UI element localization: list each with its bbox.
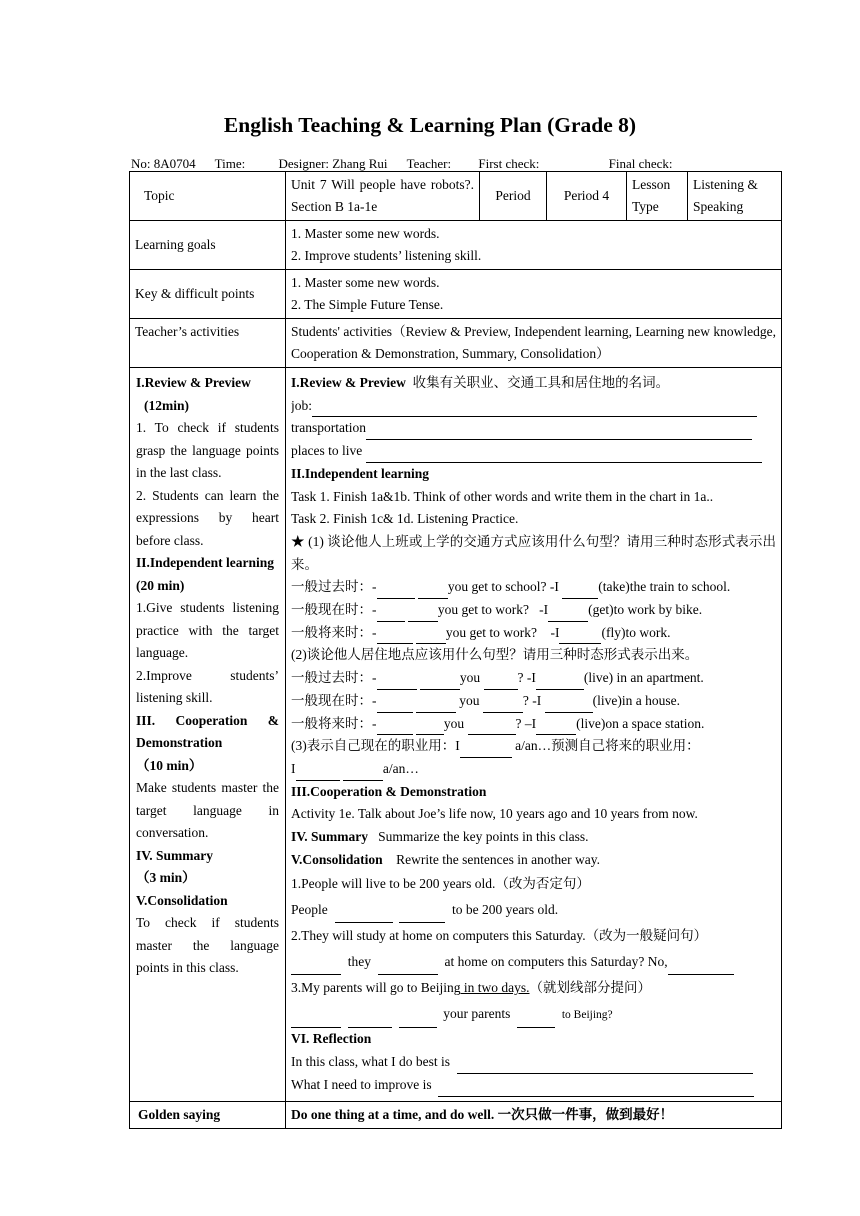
task-1: Task 1. Finish 1a&1b. Think of other words and write them in the chart in 1a.. — [291, 488, 714, 504]
lesson-type-value: Listening & Speaking — [688, 172, 782, 221]
job-label: job: — [291, 397, 313, 413]
blank[interactable] — [291, 958, 341, 975]
right-summary-text: Summarize the key points in this class. — [378, 829, 589, 845]
blank[interactable] — [408, 605, 438, 622]
teacher-activities-header: Teacher’s activities — [130, 319, 286, 368]
sentence-part: ? -I — [522, 692, 542, 708]
meta-final-check: Final check: — [608, 156, 673, 171]
sentence-part: a/an… — [382, 760, 419, 776]
sentence-part: you get to work? — [437, 602, 529, 618]
student-activities-header: Students' activities（Review & Preview, Independent learning, Learning new knowledge, Cooperation & Demonstration, Summary, Consolidation） — [286, 319, 782, 368]
places-blank[interactable] — [366, 446, 762, 463]
sentence-part: I — [291, 760, 296, 776]
period-label: Period — [480, 172, 547, 221]
sentence-part: (fly)to work. — [601, 624, 671, 640]
meta-number: No: 8A0704 — [131, 156, 196, 171]
left-review-title: I.Review & Preview — [136, 375, 251, 390]
activities-row — [130, 368, 782, 1102]
tense-future: 一般将来时： — [291, 624, 372, 640]
sentence-part: People — [291, 902, 328, 918]
left-consolidation-text: To check if students master the language points in this class. — [136, 915, 279, 975]
left-summary-title: IV. Summary — [136, 847, 214, 863]
blank[interactable] — [416, 627, 446, 644]
sentence-part: to Beijing? — [561, 1009, 613, 1022]
goal-item: 1. Master some new words. — [291, 226, 440, 241]
blank[interactable] — [377, 696, 413, 713]
left-review-text2: 2. Students can learn the expressions by heart before class. — [136, 487, 279, 548]
right-reflection-title: VI. Reflection — [291, 1031, 372, 1047]
sentence-part: (live)on a space station. — [576, 715, 705, 731]
meta-first-check: First check: — [478, 156, 540, 171]
goals-content — [286, 221, 782, 270]
activities-header-row — [130, 319, 782, 368]
reflection-2-blank[interactable] — [438, 1080, 754, 1097]
sentence-part: at home on computers this Saturday? No, — [444, 954, 668, 970]
blank[interactable] — [348, 1011, 392, 1028]
question-2: (2)谈论他人居住地点应该用什么句型？请用三种时态形式表示出来。 — [291, 647, 699, 663]
sentence-part: (get)to work by bike. — [588, 602, 703, 618]
blank[interactable] — [343, 764, 383, 781]
sentence-part: you — [443, 715, 465, 731]
blank[interactable] — [377, 718, 413, 735]
consolidation-1: 1.People will live to be 200 years old.（改为否定句） — [291, 876, 590, 892]
tense-past: 一般过去时： — [291, 579, 372, 595]
blank[interactable] — [468, 718, 516, 735]
transportation-blank[interactable] — [366, 423, 752, 440]
blank[interactable] — [399, 1011, 437, 1028]
blank[interactable] — [483, 696, 523, 713]
blank[interactable] — [416, 718, 444, 735]
blank[interactable] — [296, 764, 340, 781]
sentence-part: (take)the train to school. — [598, 579, 731, 595]
goals-label: Learning goals — [130, 221, 286, 270]
blank[interactable] — [559, 627, 601, 644]
consolidation-2: 2.They will study at home on computers this Saturday.（改为一般疑问句） — [291, 928, 708, 944]
blank[interactable] — [545, 696, 593, 713]
sentence-part: you get to work? — [445, 624, 537, 640]
key-point-item: 1. Master some new words. — [291, 275, 440, 290]
left-independent-time: (20 min) — [136, 577, 185, 593]
sentence-part: ? –I — [515, 715, 537, 731]
sentence-part: you — [459, 670, 481, 686]
goal-item: 2. Improve students’ listening skill. — [291, 248, 482, 263]
left-cooperation-text: Make students master the target language in conversation. — [136, 780, 279, 840]
golden-row — [130, 1101, 782, 1128]
tense-present: 一般现在时： — [291, 692, 372, 708]
right-consolidation-title: V.Consolidation — [291, 851, 383, 867]
consolidation-3: 3.My parents will go to Beijing — [291, 980, 461, 996]
blank[interactable] — [335, 906, 393, 923]
lesson-type-label: Lesson Type — [627, 172, 688, 221]
places-label: places to live — [291, 443, 363, 459]
transportation-label: transportation — [291, 420, 366, 436]
sentence-part: (live)in a house. — [592, 692, 680, 708]
right-cooperation-title: III.Cooperation & Demonstration — [291, 783, 487, 799]
job-blank[interactable] — [312, 400, 757, 417]
meta-time: Time: — [214, 156, 246, 171]
blank[interactable] — [536, 673, 584, 690]
blank[interactable] — [399, 906, 445, 923]
teacher-activities — [130, 368, 286, 1102]
topic-row — [130, 172, 782, 221]
left-independent-text2: 2.Improve students’ listening skill. — [136, 667, 279, 705]
left-independent-title: II.Independent learning — [136, 555, 275, 570]
left-review-text1: 1. To check if students grasp the language points in the last class. — [136, 420, 279, 480]
right-review-title: I.Review & Preview — [291, 375, 406, 390]
student-activities: I.Review & Preview 收集有关职业、交通工具和居住地的名词。 job: transportation places to live II.Independent learning Task 1. Finish 1a&1b. Think of other words and write them in the chart in 1a.. Task 2. Finish 1c& 1d. Listening Practice. ★ (1) 谈论他人上班或上学的交通方式应该用什么句型？请用三种时态形式表示出来。 一般过去时：- you get to school? -I (take)the train to school. 一般现在时：- you get to work? -I (get)to work by bike. 一般将来时：- you get to work? -I (fly)to work. (2)谈论他人居住地点应该用什么句型？请用三种时态形式表示出来。 一般过去时：- you ? -I (live) in an apartment. 一般现在时：- you ? -I (live)in a house. 一般将来时：- you ? –I (live)on a space station. (3)表示自己现在的职业用：I a/an…预测自己将来的职业用： I a/an… III.Cooperation & Demonstration Activity 1e. Talk about Joe’s life now, 10 years ago and 10 years from now. IV. Summary Summarize the key points in this class. V.Consolidation Rewrite the sentences in another way. 1.People will live to be 200 years old.（改为否定句） People to be 200 years old. 2.They will study at home on computers this Saturday.（改为一般疑问句） they at home on computers this Saturday? No, 3.My parents will go to Beijing in two days.（就划线部分提问） your parents to Beijing? VI. Reflection In this class, what I do best is What I need to improve is — [286, 368, 782, 1102]
sentence-part: ? -I — [517, 670, 536, 686]
blank[interactable] — [377, 673, 417, 690]
meta-designer: Designer: Zhang Rui — [278, 156, 388, 171]
right-summary-title: IV. Summary — [291, 829, 369, 845]
reflection-1: In this class, what I do best is — [291, 1054, 450, 1070]
topic-label: Topic — [130, 172, 286, 221]
sentence-part: your parents — [443, 1006, 511, 1022]
period-value: Period 4 — [547, 172, 627, 221]
task-2: Task 2. Finish 1c& 1d. Listening Practice. — [291, 511, 519, 527]
blank[interactable] — [536, 718, 576, 735]
topic-value: Unit 7 Will people have robots?. Section B 1a-1e — [286, 172, 480, 221]
golden-label: Golden saying — [130, 1101, 286, 1128]
tense-future: 一般将来时： — [291, 715, 372, 731]
left-independent-text1: 1.Give students listening practice with the target language. — [136, 600, 279, 660]
blank[interactable] — [562, 582, 598, 599]
blank[interactable] — [377, 582, 415, 599]
reflection-2: What I need to improve is — [291, 1076, 432, 1092]
key-points-label: Key & difficult points — [130, 270, 286, 319]
blank[interactable] — [377, 605, 405, 622]
right-review-text: 收集有关职业、交通工具和居住地的名词。 — [412, 375, 670, 390]
key-points-row — [130, 270, 782, 319]
golden-text: Do one thing at a time, and do well. 一次只做一件事，做到最好！ — [286, 1101, 782, 1128]
left-cooperation-time: （10 min） — [136, 757, 203, 773]
goals-row — [130, 221, 782, 270]
reflection-1-blank[interactable] — [457, 1057, 753, 1074]
sentence-part: they — [347, 954, 371, 970]
sentence-part: （就划线部分提问） — [529, 980, 651, 996]
blank[interactable] — [484, 673, 518, 690]
page-title: English Teaching & Learning Plan (Grade 8) — [223, 113, 637, 137]
blank[interactable] — [460, 741, 512, 758]
right-cooperation-text: Activity 1e. Talk about Joe’s life now, 10 years ago and 10 years from now. — [291, 806, 698, 822]
question-1: ★ (1) 谈论他人上班或上学的交通方式应该用什么句型？请用三种时态形式表示出来。 — [291, 533, 776, 572]
blank[interactable] — [517, 1011, 555, 1028]
left-consolidation-title: V.Consolidation — [136, 892, 228, 908]
blank[interactable] — [418, 582, 448, 599]
key-point-item: 2. The Simple Future Tense. — [291, 297, 444, 312]
blank[interactable] — [548, 605, 588, 622]
tense-present: 一般现在时： — [291, 602, 372, 618]
right-consolidation-text: Rewrite the sentences in another way. — [396, 851, 600, 867]
sentence-part: to be 200 years old. — [452, 902, 559, 918]
sentence-part: you — [459, 692, 480, 708]
document-meta — [131, 156, 689, 172]
left-summary-time: （3 min） — [136, 870, 196, 885]
underlined-phrase: in two days. — [460, 980, 530, 996]
blank[interactable] — [420, 673, 460, 690]
sentence-part: you get to school? -I — [447, 579, 559, 595]
sentence-part: (live) in an apartment. — [583, 670, 704, 686]
key-points-content — [286, 270, 782, 319]
blank[interactable] — [668, 958, 734, 975]
blank[interactable] — [378, 958, 438, 975]
tense-past: 一般过去时： — [291, 670, 372, 686]
left-review-time: (12min) — [144, 397, 189, 413]
lesson-plan-table — [129, 171, 782, 1129]
question-3: (3)表示自己现在的职业用：I — [291, 738, 460, 754]
meta-teacher: Teacher: — [406, 156, 452, 171]
blank[interactable] — [291, 1011, 341, 1028]
question-3-cont: a/an…预测自己将来的职业用： — [515, 738, 700, 754]
right-independent-title: II.Independent learning — [291, 465, 430, 481]
left-cooperation-title: III. Cooperation & Demonstration — [136, 712, 279, 750]
blank[interactable] — [416, 696, 456, 713]
blank[interactable] — [377, 627, 413, 644]
